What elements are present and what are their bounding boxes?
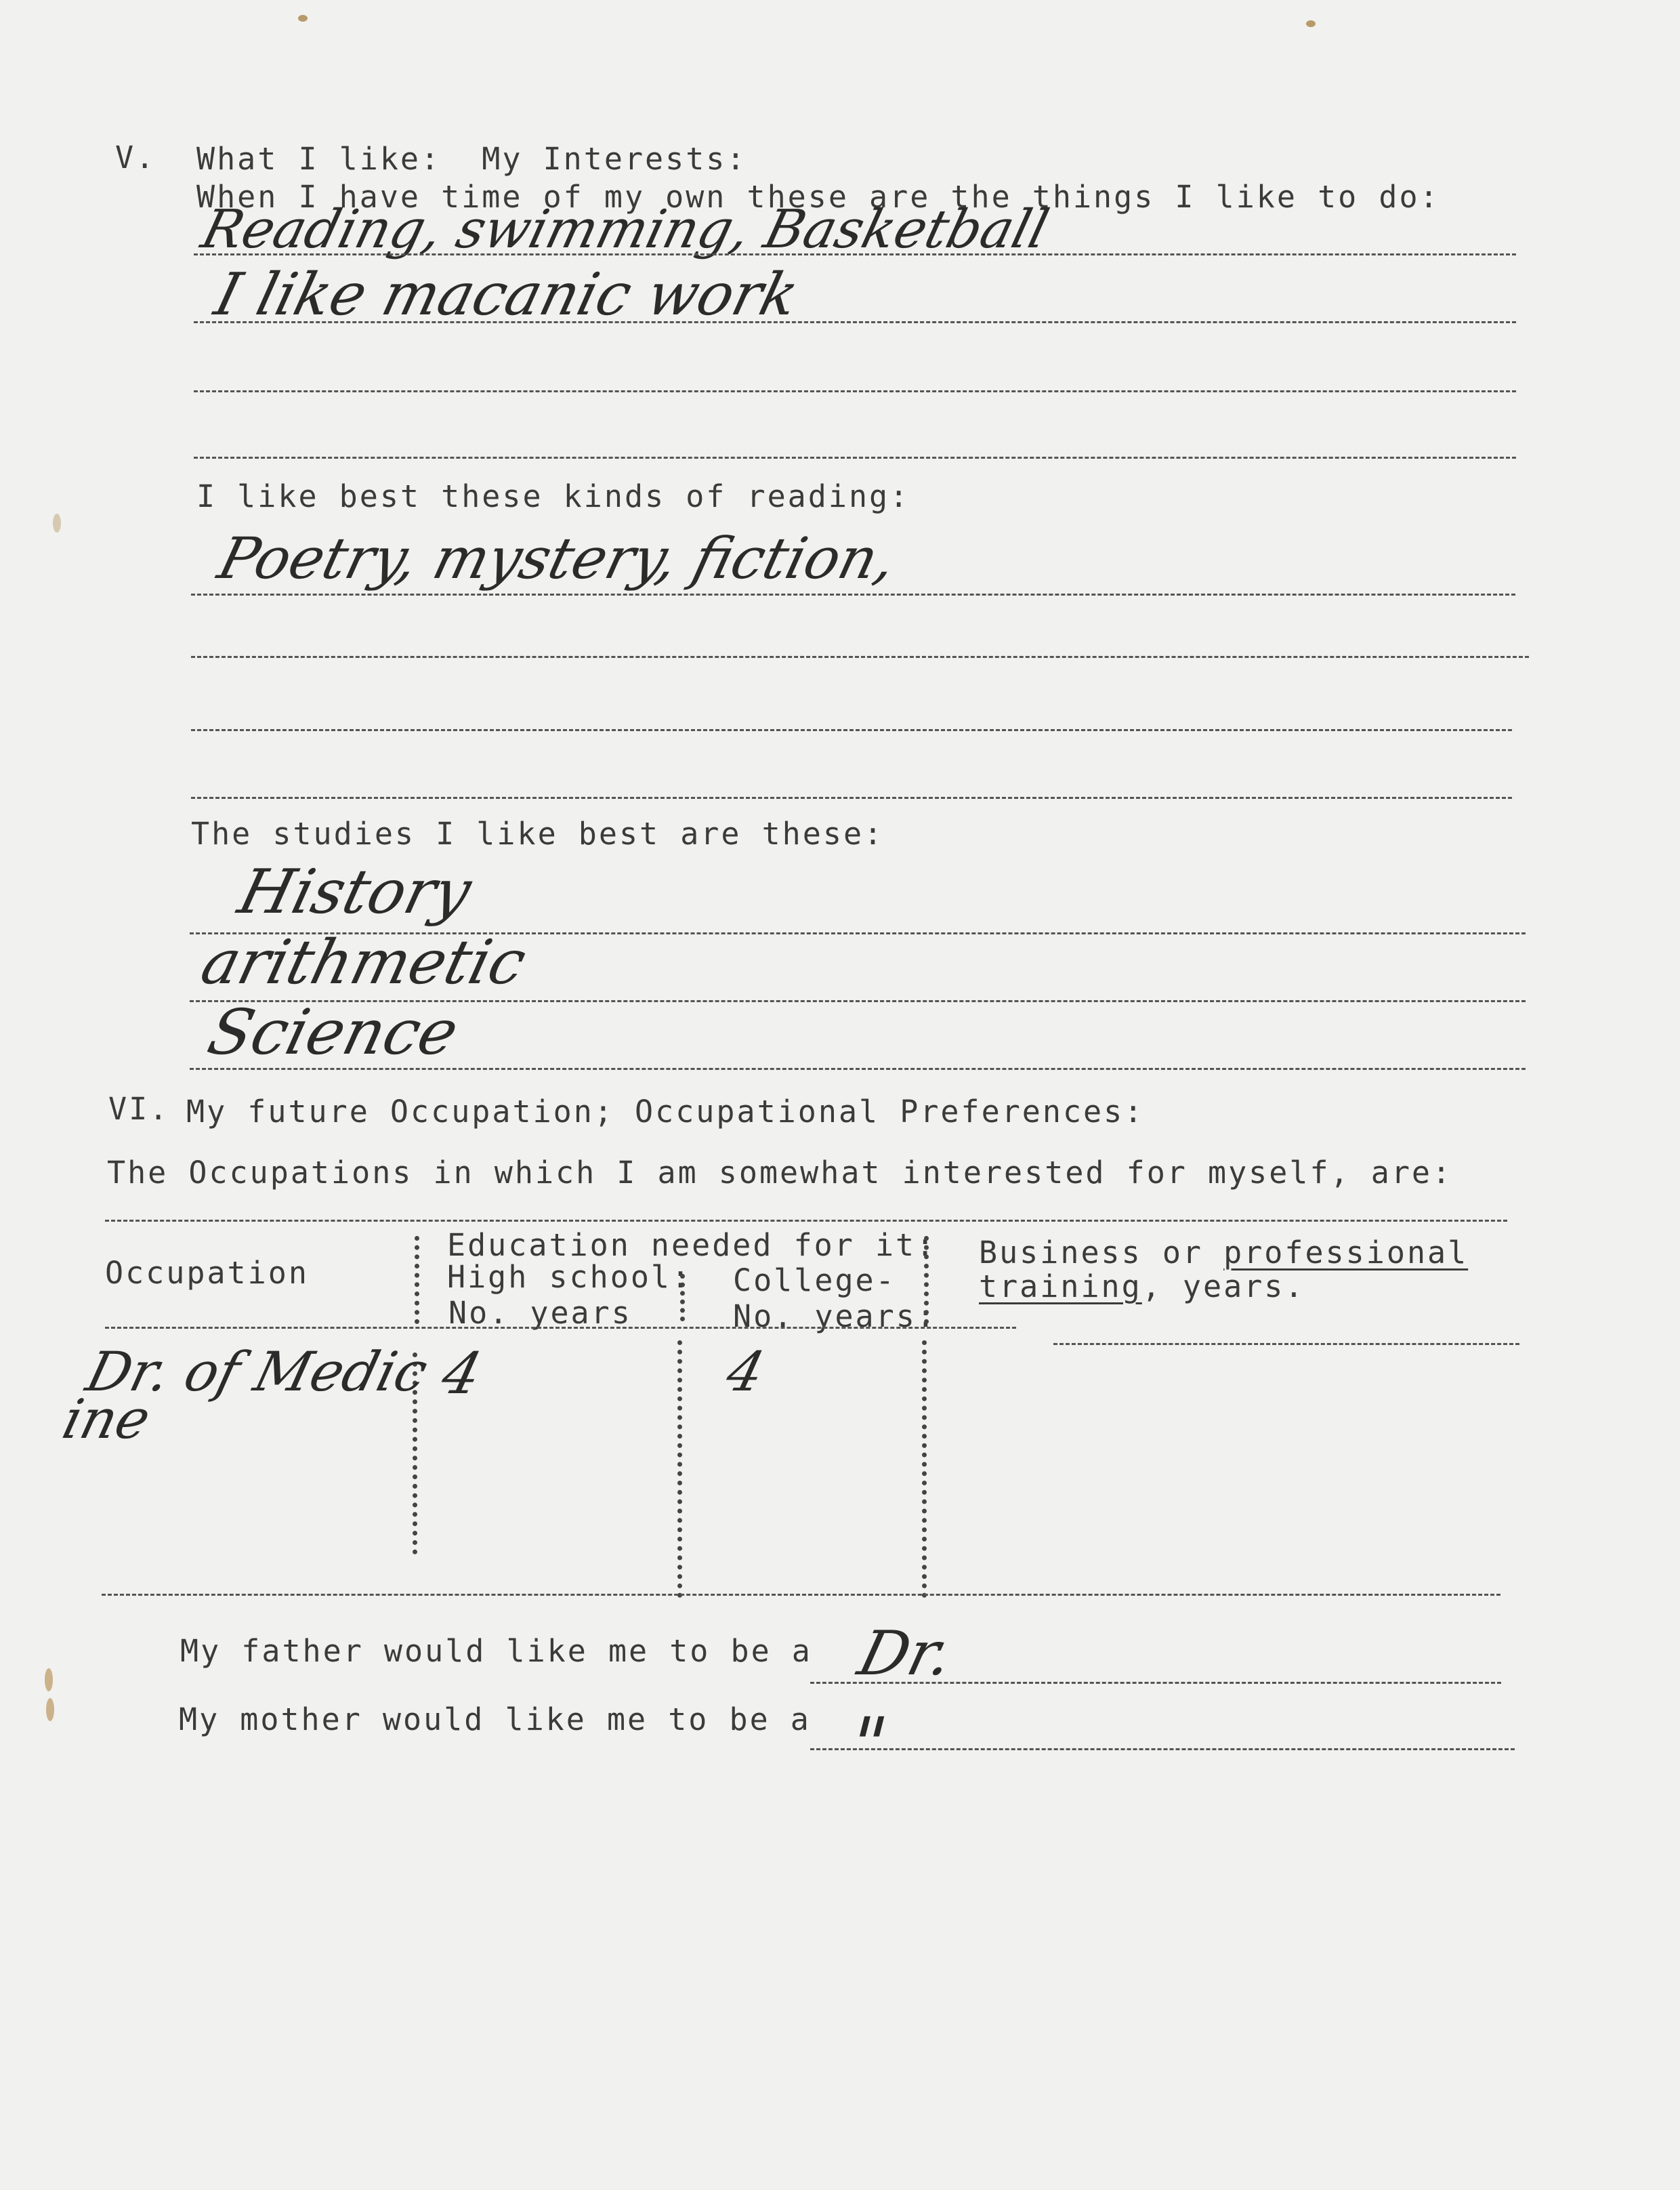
studies-answer-2: arithmetic xyxy=(194,927,533,998)
high-school-years-answer: 4 xyxy=(435,1340,488,1407)
answer-rule xyxy=(194,457,1516,459)
staple-mark xyxy=(1306,20,1316,27)
free-time-question: When I have time of my own these are the things I like to do: xyxy=(196,179,1440,215)
header-occupation: Occupation xyxy=(105,1255,309,1291)
section-v-numeral: V. xyxy=(115,140,156,175)
answer-rule xyxy=(194,253,1516,255)
studies-answer-3: Science xyxy=(201,996,466,1069)
mother-label: My mother would like me to be a xyxy=(179,1701,811,1737)
header-years: , years. xyxy=(1141,1268,1305,1304)
father-label: My father would like me to be a xyxy=(180,1633,812,1669)
staple-mark xyxy=(298,15,308,22)
answer-rule xyxy=(194,321,1516,323)
studies-question: The studies I like best are these: xyxy=(191,816,885,852)
column-separator xyxy=(680,1274,685,1321)
college-years-answer: 4 xyxy=(720,1340,771,1403)
table-header-rule xyxy=(1053,1343,1519,1345)
section-vi-numeral: VI. xyxy=(108,1091,170,1127)
occupations-intro: The Occupations in which I am somewhat interested for myself, are: xyxy=(107,1155,1453,1191)
answer-rule xyxy=(191,729,1512,731)
column-separator xyxy=(415,1236,419,1324)
table-header-rule xyxy=(105,1327,1016,1329)
header-high-school-years: No. years xyxy=(448,1295,632,1331)
mother-answer: " xyxy=(839,1701,896,1788)
table-bottom-rule xyxy=(102,1594,1500,1596)
column-separator xyxy=(677,1340,682,1598)
answer-rule xyxy=(194,390,1516,392)
header-business xyxy=(979,1237,1468,1268)
paper-spot xyxy=(45,1668,53,1691)
father-answer: Dr. xyxy=(852,1618,961,1689)
column-separator xyxy=(922,1340,927,1598)
section-v-heading: What I like: My Interests: xyxy=(196,141,747,177)
occupation-answer-line-1: Dr. of Medic xyxy=(80,1340,434,1403)
column-separator xyxy=(924,1236,929,1324)
header-training: training xyxy=(979,1268,1142,1304)
table-top-rule xyxy=(105,1220,1507,1222)
studies-answer-1: History xyxy=(232,856,478,928)
free-time-answer-line-1: Reading, swimming, Basketball xyxy=(195,199,1055,260)
header-business-text: Business or xyxy=(979,1235,1204,1270)
section-vi-heading: My future Occupation; Occupational Preferences: xyxy=(186,1094,1145,1130)
free-time-answer-line-2: I like macanic work xyxy=(208,261,805,329)
header-professional: professional xyxy=(1223,1235,1469,1270)
mother-answer-rule xyxy=(810,1748,1515,1750)
father-answer-rule xyxy=(810,1682,1501,1684)
paper-spot xyxy=(53,514,61,533)
header-college: College- xyxy=(733,1262,896,1298)
header-high-school: High school: xyxy=(447,1259,692,1295)
answer-rule xyxy=(191,656,1529,658)
reading-answer-line-1: Poetry, mystery, fiction, xyxy=(211,525,903,592)
answer-rule xyxy=(191,594,1515,596)
answer-rule xyxy=(191,797,1512,799)
header-education: Education needed for it: xyxy=(447,1227,937,1263)
header-college-years: No. years: xyxy=(733,1298,937,1334)
reading-question: I like best these kinds of reading: xyxy=(196,478,910,514)
paper-spot xyxy=(46,1698,54,1721)
occupation-answer-line-2: ine xyxy=(56,1388,157,1451)
answer-rule xyxy=(190,1068,1526,1070)
header-training-years xyxy=(979,1268,1305,1304)
